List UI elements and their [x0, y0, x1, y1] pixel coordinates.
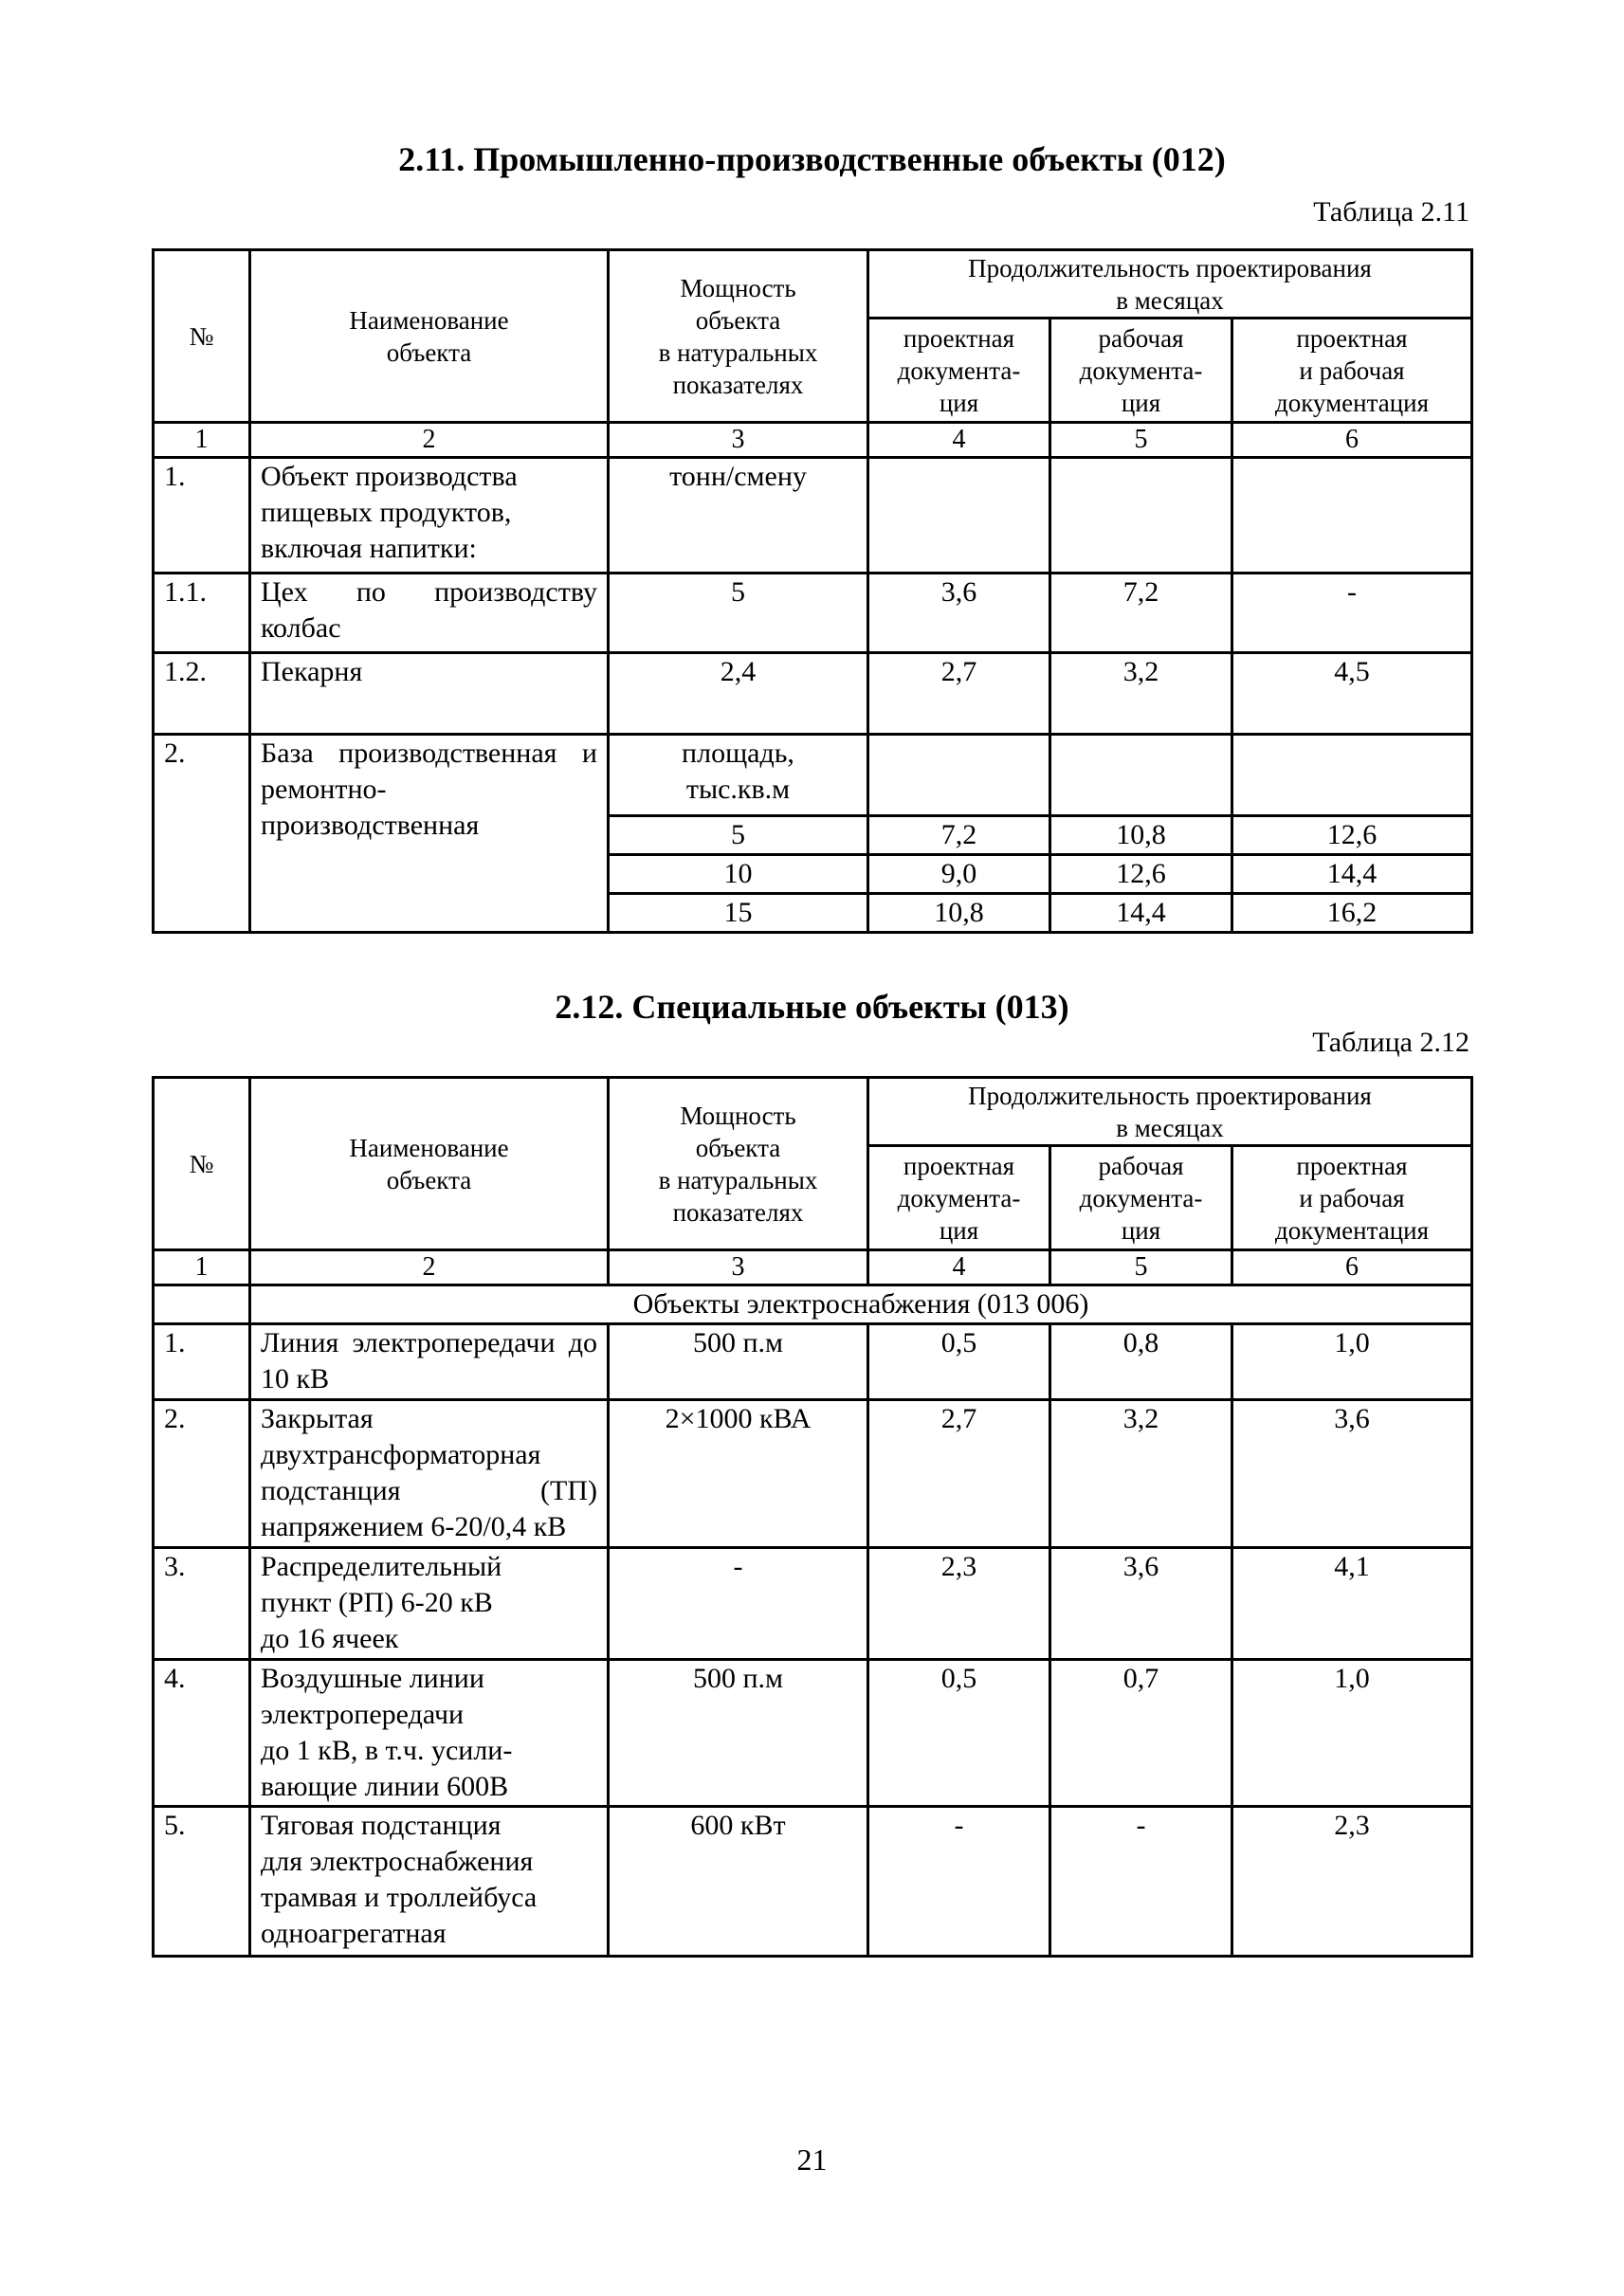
row-both: 12,6 [1232, 816, 1472, 855]
row-design: 2,3 [868, 1548, 1050, 1660]
row-working: 12,6 [1050, 855, 1232, 894]
section-heading: 2.12. Специальные объекты (013) [555, 988, 1069, 1026]
row-both: 14,4 [1232, 855, 1472, 894]
row-working: 3,2 [1050, 1400, 1232, 1548]
column-number: 5 [1050, 1250, 1232, 1285]
column-number: 5 [1050, 423, 1232, 458]
row-both: 1,0 [1232, 1660, 1472, 1807]
column-number: 4 [868, 1250, 1050, 1285]
header-both-doc: проектная и рабочая документация [1232, 319, 1472, 423]
row-number: 3. [154, 1548, 250, 1660]
row-both [1232, 735, 1472, 816]
page-number: 21 [796, 2142, 828, 2177]
column-number: 4 [868, 423, 1050, 458]
row-name: Тяговая подстанция для электроснабжения трамвая и троллейбуса одноагрегатная [250, 1807, 609, 1957]
table-caption: Таблица 2.12 [1312, 1027, 1469, 1058]
table-row [154, 1548, 1472, 1660]
row-capacity: 500 п.м [609, 1660, 868, 1807]
row-capacity-unit: площадь, тыс.кв.м [609, 735, 868, 816]
header-working-doc: рабочая документа- ция [1050, 319, 1232, 423]
subheader-title: Объекты электроснабжения (013 006) [250, 1285, 1472, 1324]
header-name: Наименование объекта [250, 1078, 609, 1250]
row-name: Пекарня [250, 653, 609, 735]
row-capacity: 500 п.м [609, 1324, 868, 1400]
row-number: 1.1. [154, 574, 250, 653]
table-row [154, 1660, 1472, 1807]
row-capacity: 10 [609, 855, 868, 894]
row-capacity: - [609, 1548, 868, 1660]
table-row [154, 1807, 1472, 1957]
row-working: 7,2 [1050, 574, 1232, 653]
column-number-row [154, 423, 1472, 458]
row-working: - [1050, 1807, 1232, 1957]
row-design: 0,5 [868, 1660, 1050, 1807]
table-row [154, 574, 1472, 653]
row-working: 10,8 [1050, 816, 1232, 855]
row-working: 3,6 [1050, 1548, 1232, 1660]
row-design: - [868, 1807, 1050, 1957]
row-capacity: 15 [609, 894, 868, 933]
header-design-doc: проектная документа- ция [868, 319, 1050, 423]
row-number: 2. [154, 735, 250, 933]
column-number: 2 [250, 423, 609, 458]
subheader-blank [154, 1285, 250, 1324]
column-number: 2 [250, 1250, 609, 1285]
row-both: 2,3 [1232, 1807, 1472, 1957]
row-working: 0,8 [1050, 1324, 1232, 1400]
row-both: 1,0 [1232, 1324, 1472, 1400]
header-duration: Продолжительность проектирования в месяцах [868, 1078, 1472, 1146]
row-working: 3,2 [1050, 653, 1232, 735]
column-number: 6 [1232, 423, 1472, 458]
header-number: № [154, 250, 250, 423]
header-number: № [154, 1078, 250, 1250]
row-capacity: 2×1000 кВА [609, 1400, 868, 1548]
table-row [154, 653, 1472, 735]
row-number: 5. [154, 1807, 250, 1957]
row-both: - [1232, 574, 1472, 653]
row-working: 0,7 [1050, 1660, 1232, 1807]
row-working [1050, 735, 1232, 816]
row-number: 4. [154, 1660, 250, 1807]
row-capacity: 2,4 [609, 653, 868, 735]
row-working: 14,4 [1050, 894, 1232, 933]
table-row [154, 1324, 1472, 1400]
table-row [154, 735, 1472, 816]
table-caption: Таблица 2.11 [1313, 196, 1469, 228]
table-row [154, 1400, 1472, 1548]
table-row [154, 458, 1472, 574]
row-name: Цех по производству колбас [250, 574, 609, 653]
row-name: База производственная и ремонтно-производственная [250, 735, 609, 933]
row-design: 2,7 [868, 653, 1050, 735]
section-heading: 2.11. Промышленно-производственные объекты (012) [398, 140, 1226, 178]
row-design [868, 735, 1050, 816]
header-design-doc: проектная документа- ция [868, 1146, 1050, 1250]
row-both: 16,2 [1232, 894, 1472, 933]
row-both: 4,5 [1232, 653, 1472, 735]
row-name: Воздушные линии электропередачи до 1 кВ, в т.ч. усили- вающие линии 600В [250, 1660, 609, 1807]
header-duration: Продолжительность проектирования в месяцах [868, 250, 1472, 319]
header-working-doc: рабочая документа- ция [1050, 1146, 1232, 1250]
column-number: 1 [154, 423, 250, 458]
row-capacity: 5 [609, 816, 868, 855]
row-design: 7,2 [868, 816, 1050, 855]
row-number: 2. [154, 1400, 250, 1548]
row-design: 9,0 [868, 855, 1050, 894]
row-number: 1. [154, 458, 250, 574]
column-number: 3 [609, 423, 868, 458]
row-design: 2,7 [868, 1400, 1050, 1548]
row-both: 4,1 [1232, 1548, 1472, 1660]
row-name: Закрытая двухтрансформаторная подстанция (ТП) напряжением 6-20/0,4 кВ [250, 1400, 609, 1548]
row-capacity: 5 [609, 574, 868, 653]
column-number: 6 [1232, 1250, 1472, 1285]
header-both-doc: проектная и рабочая документация [1232, 1146, 1472, 1250]
row-design [868, 458, 1050, 574]
header-name: Наименование объекта [250, 250, 609, 423]
table-2-12 [152, 1076, 1473, 1958]
row-design: 10,8 [868, 894, 1050, 933]
table-2-11 [152, 248, 1473, 934]
row-design: 3,6 [868, 574, 1050, 653]
column-number-row [154, 1250, 1472, 1285]
row-capacity: 600 кВт [609, 1807, 868, 1957]
row-name: Распределительный пункт (РП) 6-20 кВ до 16 ячеек [250, 1548, 609, 1660]
row-working [1050, 458, 1232, 574]
row-name: Объект производства пищевых продуктов, включая напитки: [250, 458, 609, 574]
column-number: 3 [609, 1250, 868, 1285]
row-capacity: тонн/смену [609, 458, 868, 574]
column-number: 1 [154, 1250, 250, 1285]
header-capacity: Мощность объекта в натуральных показателях [609, 1078, 868, 1250]
row-design: 0,5 [868, 1324, 1050, 1400]
header-capacity: Мощность объекта в натуральных показателях [609, 250, 868, 423]
subheader-row [154, 1285, 1472, 1324]
row-name: Линия электропередачи до 10 кВ [250, 1324, 609, 1400]
row-both [1232, 458, 1472, 574]
row-number: 1.2. [154, 653, 250, 735]
row-number: 1. [154, 1324, 250, 1400]
row-both: 3,6 [1232, 1400, 1472, 1548]
